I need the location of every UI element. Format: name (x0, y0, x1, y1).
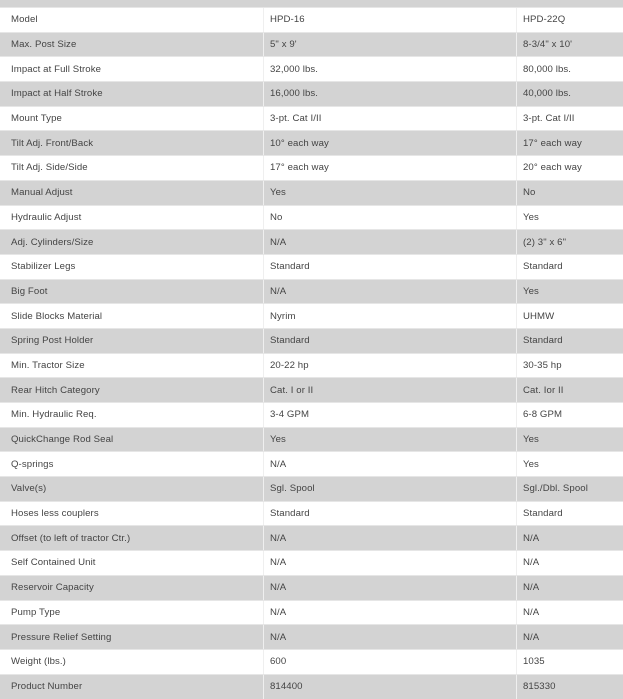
spec-label-cell: Q-springs (11, 458, 54, 470)
spec-label-cell: Big Foot (11, 285, 48, 297)
spec-value-hpd16-cell: 5" x 9' (270, 39, 297, 51)
spec-value-hpd16-cell: Sgl. Spool (270, 483, 315, 495)
table-row (0, 57, 623, 82)
spec-value-hpd16-cell: N/A (270, 631, 287, 643)
column-divider (263, 329, 264, 353)
spec-value-hpd16-cell: 3-pt. Cat I/II (270, 113, 322, 125)
spec-label-cell: Min. Tractor Size (11, 359, 85, 371)
spec-value-hpd16-cell: Standard (270, 335, 310, 347)
table-row (0, 378, 623, 403)
spec-label-cell: Min. Hydraulic Req. (11, 409, 97, 421)
column-divider (263, 280, 264, 304)
spec-value-hpd22q-cell: Yes (523, 458, 539, 470)
spec-value-hpd16-cell: N/A (270, 557, 287, 569)
table-row (0, 255, 623, 280)
column-divider (263, 255, 264, 279)
spec-value-hpd16-cell: N/A (270, 285, 287, 297)
column-divider (516, 107, 517, 131)
column-divider (516, 181, 517, 205)
column-divider (263, 131, 264, 155)
spec-label-cell: Pressure Relief Setting (11, 631, 112, 643)
column-divider (516, 230, 517, 254)
spec-value-hpd16-cell: 16,000 lbs. (270, 88, 319, 100)
column-divider (516, 57, 517, 81)
column-divider (263, 206, 264, 230)
column-divider (516, 551, 517, 575)
column-divider (516, 206, 517, 230)
table-row (0, 576, 623, 601)
spec-value-hpd16-cell: 600 (270, 656, 287, 668)
spec-value-hpd22q-cell: UHMW (523, 310, 555, 322)
spec-value-hpd16-cell: Yes (270, 187, 286, 199)
spec-value-hpd22q-cell: Cat. Ior II (523, 384, 564, 396)
table-row (0, 131, 623, 156)
table-row (0, 304, 623, 329)
column-divider (516, 329, 517, 353)
spec-value-hpd22q-cell: N/A (523, 532, 540, 544)
table-row (0, 502, 623, 527)
table-row (0, 156, 623, 181)
column-divider (263, 378, 264, 402)
table-row (0, 181, 623, 206)
column-divider (516, 675, 517, 699)
spec-value-hpd22q-cell: N/A (523, 606, 540, 618)
spec-value-hpd22q-cell: 80,000 lbs. (523, 63, 572, 75)
spec-value-hpd16-cell: Cat. I or II (270, 384, 314, 396)
table-row (0, 206, 623, 231)
spec-label-cell: Max. Post Size (11, 39, 77, 51)
column-divider (516, 255, 517, 279)
column-divider (516, 625, 517, 649)
column-divider (263, 601, 264, 625)
column-divider (516, 601, 517, 625)
spec-value-hpd22q-cell: Yes (523, 285, 539, 297)
column-divider (263, 452, 264, 476)
spec-value-hpd22q-cell: No (523, 187, 536, 199)
spec-label-cell: Reservoir Capacity (11, 582, 94, 594)
spec-value-hpd22q-cell: Yes (523, 434, 539, 446)
table-row (0, 107, 623, 132)
column-divider (263, 625, 264, 649)
column-divider (263, 354, 264, 378)
spec-value-hpd16-cell: No (270, 211, 283, 223)
spec-label-cell: Impact at Half Stroke (11, 88, 103, 100)
spec-value-hpd22q-cell: 40,000 lbs. (523, 88, 572, 100)
table-row (0, 82, 623, 107)
table-body (0, 8, 623, 699)
table-row (0, 230, 623, 255)
spec-value-hpd16-cell: HPD-16 (270, 14, 305, 26)
column-divider (516, 280, 517, 304)
spec-value-hpd22q-cell: N/A (523, 557, 540, 569)
table-row (0, 428, 623, 453)
table-top-strip (0, 0, 623, 8)
table-row (0, 477, 623, 502)
spec-value-hpd22q-cell: 17° each way (523, 137, 582, 149)
column-divider (516, 526, 517, 550)
table-row (0, 551, 623, 576)
column-divider (516, 403, 517, 427)
spec-value-hpd16-cell: N/A (270, 606, 287, 618)
spec-value-hpd22q-cell: HPD-22Q (523, 14, 566, 26)
column-divider (516, 354, 517, 378)
column-divider (263, 57, 264, 81)
spec-value-hpd16-cell: N/A (270, 582, 287, 594)
spec-value-hpd16-cell: N/A (270, 236, 287, 248)
spec-label-cell: Offset (to left of tractor Ctr.) (11, 532, 131, 544)
column-divider (263, 107, 264, 131)
spec-value-hpd22q-cell: 6-8 GPM (523, 409, 563, 421)
spec-value-hpd22q-cell: 3-pt. Cat I/II (523, 113, 575, 125)
spec-label-cell: Stabilizer Legs (11, 261, 76, 273)
column-divider (516, 304, 517, 328)
spec-label-cell: Rear Hitch Category (11, 384, 100, 396)
spec-label-cell: Pump Type (11, 606, 61, 618)
table-row (0, 8, 623, 33)
column-divider (516, 650, 517, 674)
spec-value-hpd16-cell: Standard (270, 508, 310, 520)
spec-label-cell: Tilt Adj. Side/Side (11, 162, 88, 174)
spec-value-hpd22q-cell: (2) 3" x 6" (523, 236, 567, 248)
table-row (0, 650, 623, 675)
table-row (0, 601, 623, 626)
spec-label-cell: Hoses less couplers (11, 508, 99, 520)
column-divider (263, 181, 264, 205)
column-divider (516, 378, 517, 402)
column-divider (263, 33, 264, 57)
spec-label-cell: QuickChange Rod Seal (11, 434, 114, 446)
spec-value-hpd16-cell: Yes (270, 434, 286, 446)
table-row (0, 354, 623, 379)
spec-value-hpd16-cell: 3-4 GPM (270, 409, 310, 421)
spec-label-cell: Tilt Adj. Front/Back (11, 137, 94, 149)
column-divider (263, 502, 264, 526)
spec-label-cell: Weight (lbs.) (11, 656, 66, 668)
column-divider (263, 675, 264, 699)
spec-value-hpd22q-cell: Standard (523, 508, 563, 520)
spec-value-hpd22q-cell: N/A (523, 582, 540, 594)
table-row (0, 675, 623, 699)
column-divider (516, 477, 517, 501)
spec-value-hpd22q-cell: 1035 (523, 656, 545, 668)
spec-value-hpd22q-cell: 8-3/4" x 10' (523, 39, 573, 51)
column-divider (516, 131, 517, 155)
spec-label-cell: Self Contained Unit (11, 557, 96, 569)
column-divider (516, 452, 517, 476)
column-divider (263, 403, 264, 427)
table-row (0, 280, 623, 305)
spec-label-cell: Mount Type (11, 113, 62, 125)
spec-label-cell: Adj. Cylinders/Size (11, 236, 94, 248)
column-divider (263, 156, 264, 180)
column-divider (516, 8, 517, 32)
column-divider (263, 477, 264, 501)
spec-value-hpd16-cell: 32,000 lbs. (270, 63, 319, 75)
spec-value-hpd22q-cell: 815330 (523, 681, 556, 693)
column-divider (263, 230, 264, 254)
spec-value-hpd16-cell: Nyrim (270, 310, 296, 322)
spec-value-hpd16-cell: 17° each way (270, 162, 329, 174)
table-row (0, 33, 623, 58)
table-row (0, 403, 623, 428)
spec-label-cell: Model (11, 14, 38, 26)
spec-label-cell: Manual Adjust (11, 187, 73, 199)
spec-label-cell: Slide Blocks Material (11, 310, 103, 322)
column-divider (263, 8, 264, 32)
spec-value-hpd22q-cell: 20° each way (523, 162, 582, 174)
spec-value-hpd22q-cell: Yes (523, 211, 539, 223)
column-divider (516, 156, 517, 180)
column-divider (516, 502, 517, 526)
spec-value-hpd22q-cell: 30-35 hp (523, 359, 562, 371)
column-divider (263, 526, 264, 550)
spec-label-cell: Impact at Full Stroke (11, 63, 102, 75)
column-divider (516, 576, 517, 600)
spec-value-hpd16-cell: N/A (270, 458, 287, 470)
spec-value-hpd22q-cell: Standard (523, 261, 563, 273)
spec-label-cell: Product Number (11, 681, 83, 693)
spec-value-hpd16-cell: Standard (270, 261, 310, 273)
table-row (0, 625, 623, 650)
column-divider (263, 551, 264, 575)
column-divider (516, 33, 517, 57)
spec-value-hpd16-cell: 814400 (270, 681, 303, 693)
spec-value-hpd16-cell: 10° each way (270, 137, 329, 149)
column-divider (516, 82, 517, 106)
spec-label-cell: Valve(s) (11, 483, 47, 495)
spec-label-cell: Spring Post Holder (11, 335, 94, 347)
spec-value-hpd16-cell: 20-22 hp (270, 359, 309, 371)
column-divider (263, 576, 264, 600)
column-divider (263, 650, 264, 674)
column-divider (516, 428, 517, 452)
spec-value-hpd22q-cell: Sgl./Dbl. Spool (523, 483, 588, 495)
spec-value-hpd22q-cell: N/A (523, 631, 540, 643)
column-divider (263, 82, 264, 106)
spec-value-hpd16-cell: N/A (270, 532, 287, 544)
spec-label-cell: Hydraulic Adjust (11, 211, 82, 223)
column-divider (263, 428, 264, 452)
spec-value-hpd22q-cell: Standard (523, 335, 563, 347)
table-row (0, 452, 623, 477)
table-row (0, 329, 623, 354)
column-divider (263, 304, 264, 328)
table-row (0, 526, 623, 551)
